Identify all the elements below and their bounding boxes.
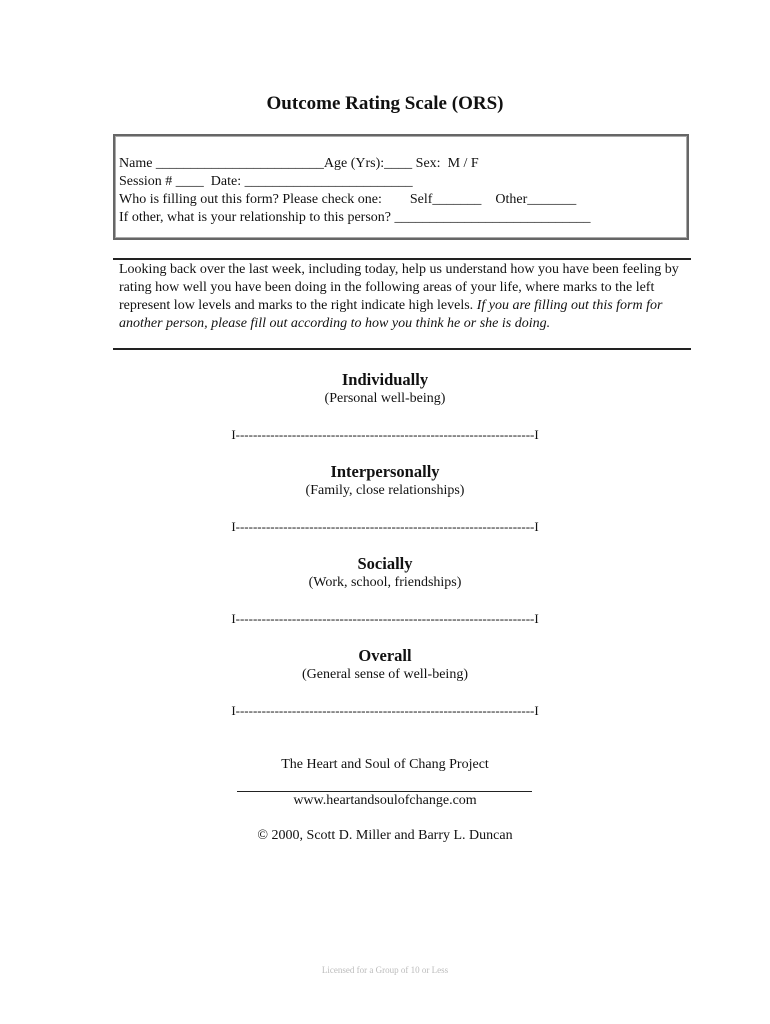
rating-scale-socially[interactable]: I---------------------------------------------------------------------I xyxy=(231,611,539,626)
section-title-socially: Socially xyxy=(357,554,413,573)
rating-scale-individually[interactable]: I---------------------------------------------------------------------I xyxy=(231,427,539,442)
instructions-text xyxy=(119,261,681,333)
footer-rule xyxy=(237,791,532,792)
section-subtitle-interpersonally: (Family, close relationships) xyxy=(305,483,465,498)
instructions-italic: If you are filling out this form for another person, please fill out according to how you think he or she is doing. xyxy=(119,298,663,331)
rating-scale-overall[interactable]: I---------------------------------------------------------------------I xyxy=(231,703,539,718)
section-title-individually: Individually xyxy=(341,370,429,389)
section-subtitle-individually: (Personal well-being) xyxy=(324,391,446,406)
page-title: Outcome Rating Scale (ORS) xyxy=(266,93,504,114)
section-subtitle-overall: (General sense of well-being) xyxy=(302,667,468,682)
license-note: Licensed for a Group of 10 or Less xyxy=(321,965,449,975)
project-name: The Heart and Soul of Chang Project xyxy=(281,757,489,772)
section-subtitle-socially: (Work, school, friendships) xyxy=(308,575,462,590)
relationship-line[interactable]: If other, what is your relationship to this person? ____________________________ xyxy=(119,210,591,225)
instructions-top-rule xyxy=(113,258,691,260)
session-date-line[interactable]: Session # ____ Date: ________________________ xyxy=(119,174,413,189)
rating-scale-interpersonally[interactable]: I---------------------------------------------------------------------I xyxy=(231,519,539,534)
instructions-plain: Looking back over the last week, including today, help us understand how you have been feeling by rating how well you have been doing in the following areas of your life, where marks to the left represent low levels and marks to the right indicate high levels. xyxy=(119,262,679,313)
section-title-overall: Overall xyxy=(358,646,412,665)
instructions-bottom-rule xyxy=(113,348,691,350)
name-age-sex-line[interactable]: Name ________________________Age (Yrs):____ Sex: M / F xyxy=(119,156,479,171)
section-title-interpersonally: Interpersonally xyxy=(330,462,440,481)
project-url[interactable]: www.heartandsoulofchange.com xyxy=(293,793,477,808)
who-filling-line[interactable]: Who is filling out this form? Please check one: Self_______ Other_______ xyxy=(119,192,577,207)
copyright: © 2000, Scott D. Miller and Barry L. Duncan xyxy=(257,828,513,843)
